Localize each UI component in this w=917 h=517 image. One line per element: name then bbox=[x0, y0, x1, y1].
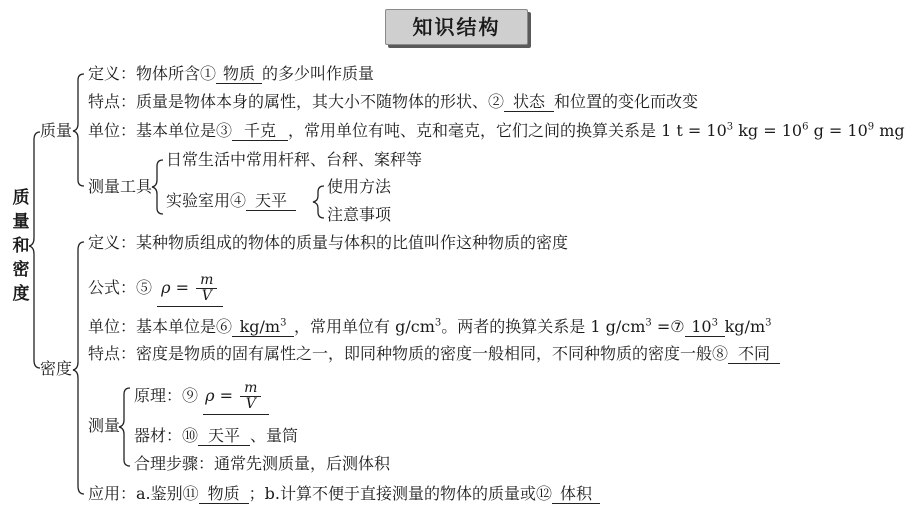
mass-feature bbox=[88, 92, 698, 112]
mass-feat-answer: 状态 bbox=[504, 93, 554, 112]
principle-numerator: m bbox=[244, 380, 258, 396]
mass-unit-mg: mg bbox=[874, 121, 905, 140]
fraction-numerator: m bbox=[200, 272, 214, 288]
mass-unit-exp2: 6 bbox=[802, 121, 809, 133]
app-num1: ⑪ bbox=[182, 484, 199, 503]
fraction bbox=[196, 273, 217, 304]
root-label-char: 度 bbox=[12, 284, 30, 304]
tool-lab bbox=[166, 191, 296, 211]
app-answer1: 物质 bbox=[199, 485, 249, 504]
principle-prefix: 原理： bbox=[134, 386, 183, 405]
dunit-conv-answer-exp: 3 bbox=[711, 317, 718, 329]
app-answer2: 体积 bbox=[552, 485, 600, 504]
density-definition: 定义：某种物质组成的物体的质量与体积的比值叫作这种物质的密度 bbox=[88, 233, 569, 252]
mass-def-prefix: 定义：物体所含 bbox=[88, 64, 201, 83]
dunit-conv-num: ⑦ bbox=[670, 317, 685, 336]
dunit-answer bbox=[232, 318, 294, 337]
mass-unit-num: ③ bbox=[216, 121, 233, 140]
mass-feat-prefix: 特点：质量是物体本身的属性，其大小不随物体的形状、 bbox=[88, 92, 489, 111]
density-feature bbox=[88, 344, 780, 364]
mass-unit-kg: kg = 10 bbox=[733, 121, 803, 140]
app-num2: ⑫ bbox=[536, 484, 553, 503]
rho-symbol: ρ bbox=[161, 278, 171, 297]
dunit-answer-exp: 3 bbox=[280, 317, 287, 329]
measure-label: 测量 bbox=[88, 416, 121, 435]
tool-note: 注意事项 bbox=[327, 205, 392, 224]
mass-unit-exp3: 9 bbox=[867, 121, 875, 133]
principle-denominator: V bbox=[240, 396, 261, 412]
dunit-mid-exp: 3 bbox=[434, 317, 442, 329]
measure-principle bbox=[134, 378, 269, 415]
app-prefix: 应用：a.鉴别 bbox=[88, 484, 183, 503]
root-label-char: 质 bbox=[12, 188, 30, 208]
tool-lab-num: ④ bbox=[230, 191, 247, 210]
dfeat-answer: 不同 bbox=[728, 345, 780, 364]
mass-unit-answer: 千克 bbox=[232, 122, 288, 141]
mass-def-num: ① bbox=[200, 64, 217, 83]
fraction-denominator: V bbox=[196, 288, 217, 304]
formula-answer bbox=[157, 270, 223, 307]
density-label: 密度 bbox=[40, 359, 73, 378]
equip-num: ⑩ bbox=[182, 426, 199, 445]
page-title: 知识结构 bbox=[412, 15, 501, 39]
dfeat-prefix: 特点：密度是物质的固有属性之一，即同种物质的密度一般相同，不同种物质的密度一般 bbox=[88, 344, 713, 363]
equip-prefix: 器材： bbox=[134, 426, 183, 445]
mass-brace bbox=[73, 74, 84, 186]
principle-rho: ρ bbox=[205, 386, 215, 405]
root-label-char: 密 bbox=[12, 260, 30, 280]
tool-lab-answer: 天平 bbox=[246, 192, 296, 211]
dfeat-num: ⑧ bbox=[712, 344, 729, 363]
mass-feat-num: ② bbox=[488, 92, 505, 111]
tool-daily: 日常生活中常用杆秤、台秤、案秤等 bbox=[166, 150, 423, 169]
root-brace bbox=[29, 132, 40, 368]
root-label-char: 量 bbox=[12, 212, 30, 232]
equals-sign: = bbox=[170, 278, 190, 297]
principle-eq: = bbox=[214, 386, 234, 405]
density-application bbox=[88, 484, 600, 504]
dunit-prefix: 单位：基本单位是 bbox=[88, 317, 217, 336]
mass-unit-prefix: 单位：基本单位是 bbox=[88, 121, 217, 140]
lab-brace bbox=[313, 186, 324, 218]
dunit-num: ⑥ bbox=[216, 317, 233, 336]
dunit-conv: 。两者的换算关系是 1 g/cm bbox=[441, 317, 646, 336]
principle-num: ⑨ bbox=[182, 386, 199, 405]
root-label-char: 和 bbox=[12, 236, 30, 256]
measure-steps: 合理步骤：通常先测质量，后测体积 bbox=[134, 454, 391, 473]
mass-definition bbox=[88, 64, 374, 84]
dunit-conv-answer bbox=[685, 318, 725, 337]
dunit-mid: ，常用单位有 g/cm bbox=[294, 317, 435, 336]
mass-unit-mid: ，常用单位有吨、克和毫克，它们之间的换算关系是 1 t = 10 bbox=[288, 121, 727, 140]
mass-def-answer: 物质 bbox=[216, 65, 262, 84]
equip-answer: 天平 bbox=[198, 427, 250, 446]
mass-unit-exp1: 3 bbox=[726, 121, 734, 133]
equip-suffix: 、量筒 bbox=[250, 426, 299, 445]
dunit-tail: kg/m bbox=[724, 317, 766, 336]
mass-unit bbox=[88, 121, 905, 141]
dunit-conv-answer-text: 10 bbox=[691, 317, 712, 336]
mass-feat-suffix: 和位置的变化而改变 bbox=[554, 92, 699, 111]
tool-brace bbox=[152, 160, 163, 214]
measure-brace bbox=[119, 388, 130, 466]
app-mid: ；b.计算不便于直接测量的物体的质量或 bbox=[248, 484, 536, 503]
density-brace bbox=[73, 242, 84, 494]
tool-label: 测量工具 bbox=[88, 177, 153, 196]
measure-equipment bbox=[134, 426, 298, 446]
principle-fraction bbox=[240, 381, 261, 412]
density-unit bbox=[88, 317, 771, 337]
dunit-conv-exp: 3 bbox=[645, 317, 652, 329]
tool-lab-prefix: 实验室用 bbox=[166, 191, 231, 210]
dunit-conv2: = bbox=[651, 317, 671, 336]
formula-num: ⑤ bbox=[136, 278, 153, 297]
dunit-tail-exp: 3 bbox=[765, 317, 772, 329]
mass-unit-g: g = 10 bbox=[808, 121, 868, 140]
mass-label: 质量 bbox=[40, 121, 73, 140]
tool-use: 使用方法 bbox=[327, 177, 392, 196]
density-formula bbox=[88, 270, 223, 307]
formula-prefix: 公式： bbox=[88, 278, 137, 297]
principle-answer bbox=[203, 378, 269, 415]
dunit-answer-text: kg/m bbox=[239, 317, 281, 336]
mass-def-suffix: 的多少叫作质量 bbox=[262, 64, 375, 83]
